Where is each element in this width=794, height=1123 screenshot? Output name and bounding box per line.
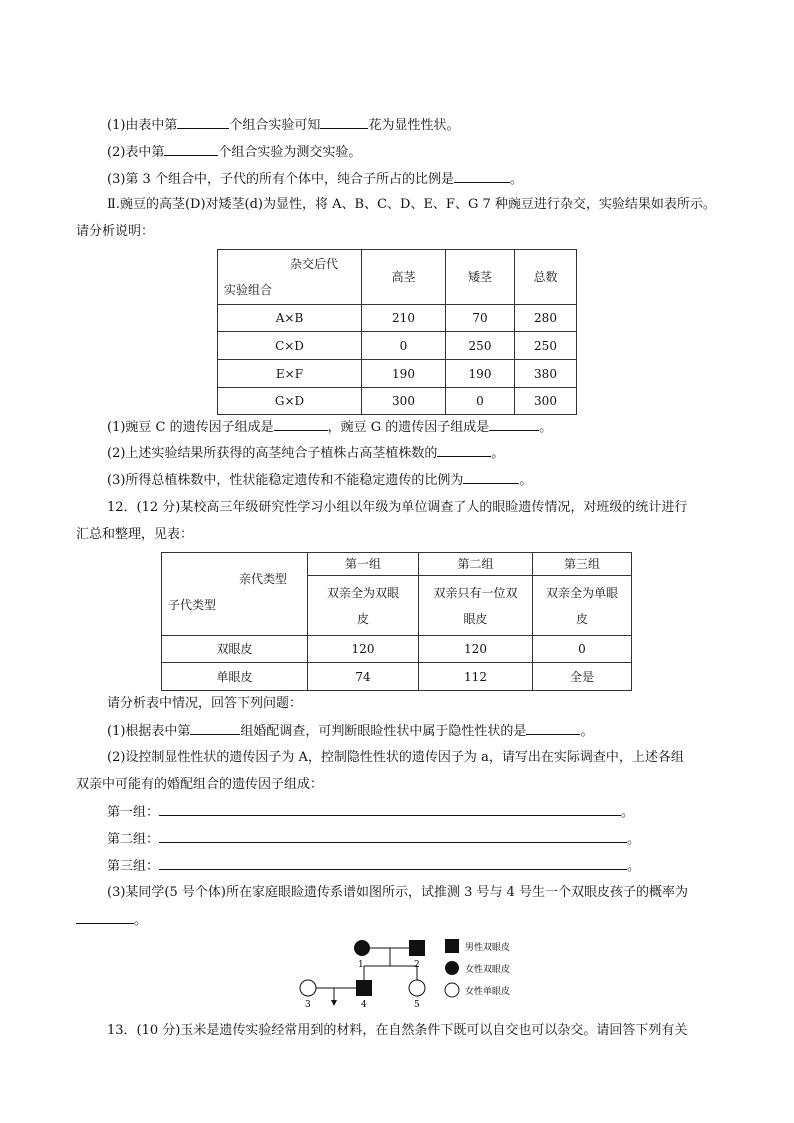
group-header: 第二组 bbox=[419, 553, 533, 576]
table-row: 单眼皮 74 112 全是 bbox=[162, 663, 632, 691]
answer-blank[interactable] bbox=[454, 170, 510, 183]
answer-blank[interactable] bbox=[159, 857, 627, 870]
part2-intro-line1: Ⅱ.豌豆的高茎(D)对矮茎(d)为显性，将 A、B、C、D、E、F、G 7 种豌豆进行杂交，实验结果如表所示。 bbox=[107, 197, 716, 212]
eyelid-survey-table bbox=[161, 552, 632, 691]
table-row: G×D 300 0 300 bbox=[218, 388, 577, 415]
answer-blank[interactable] bbox=[177, 116, 229, 129]
legend-filled-circle-icon bbox=[445, 961, 459, 975]
individual-2-male-double-eyelid bbox=[409, 940, 425, 956]
legend-female-single: 女性单眼皮 bbox=[465, 987, 511, 997]
q12-question-2-line2: 双亲中可能有的婚配组合的遗传因子组成： bbox=[76, 777, 324, 792]
table-row: C×D 0 250 250 bbox=[218, 332, 577, 360]
table-corner-header: 亲代类型 子代类型 bbox=[162, 553, 308, 636]
label-1: 1 bbox=[358, 960, 364, 970]
answer-blank[interactable] bbox=[463, 471, 519, 484]
q12-intro-line2: 汇总和整理，见表： bbox=[76, 527, 194, 542]
group-header: 第一组 bbox=[308, 553, 419, 576]
label-2: 2 bbox=[414, 960, 420, 970]
arrow-head bbox=[331, 1000, 337, 1006]
q12-question-3-line2: 。 bbox=[76, 911, 147, 930]
column-header: 高茎 bbox=[362, 250, 446, 305]
legend-male-double: 男性双眼皮 bbox=[465, 943, 511, 953]
group-header: 第三组 bbox=[533, 553, 632, 576]
part1-question-1: (1)由表中第 个组合实验可知 花为显性性状。 bbox=[107, 118, 460, 133]
q12-question-3-line1: (3)某同学(5 号个体)所在家庭眼睑遗传系谱如图所示，试推测 3 号与 4 号生一个双眼皮孩子的概率为 bbox=[107, 885, 689, 900]
individual-1-female-double-eyelid bbox=[354, 940, 370, 956]
individual-4-male-double-eyelid bbox=[356, 980, 372, 996]
label-4: 4 bbox=[361, 1000, 367, 1010]
parent-type: 双亲只有一位双 眼皮 bbox=[419, 576, 533, 636]
answer-blank[interactable] bbox=[274, 418, 328, 431]
answer-blank[interactable] bbox=[190, 722, 240, 735]
pea-cross-table bbox=[217, 249, 577, 415]
part2-question-2: (2)上述实验结果所获得的高茎纯合子植株占高茎植株数的 。 bbox=[107, 446, 505, 461]
parent-type: 双亲全为双眼 皮 bbox=[308, 576, 419, 636]
column-header: 总数 bbox=[515, 250, 577, 305]
answer-blank[interactable] bbox=[76, 911, 134, 924]
legend-square-icon bbox=[445, 939, 459, 953]
q12-question-1: (1)根据表中第 组婚配调查，可判断眼睑性状中属于隐性性状的是 。 bbox=[107, 724, 594, 739]
individual-3-female-single-eyelid bbox=[300, 980, 316, 996]
part2-question-1: (1)豌豆 C 的遗传因子组成是 ，豌豆 G 的遗传因子组成是 。 bbox=[107, 420, 553, 435]
part2-intro-line2: 请分析说明： bbox=[76, 224, 155, 239]
q13-line1: 13．(10 分)玉米是遗传实验经常用到的材料，在自然条件下既可以自交也可以杂交。请回答下列有关 bbox=[107, 1023, 688, 1038]
part1-question-2: (2)表中第 个组合实验为测交实验。 bbox=[107, 145, 362, 160]
legend-open-circle-icon bbox=[445, 983, 459, 997]
q12-intro-line1: 12．(12 分)某校高三年级研究性学习小组以年级为单位调查了人的眼睑遗传情况，对班级的统计进行 bbox=[107, 500, 688, 515]
part2-question-3: (3)所得总植株数中，性状能稳定遗传和不能稳定遗传的比例为 。 bbox=[107, 473, 533, 488]
answer-blank[interactable] bbox=[526, 722, 580, 735]
part1-question-3: (3)第 3 个组合中，子代的所有个体中，纯合子所占的比例是 。 bbox=[107, 172, 523, 187]
table-row: A×B 210 70 280 bbox=[218, 305, 577, 332]
pedigree-figure bbox=[290, 932, 540, 1010]
answer-blank[interactable] bbox=[159, 830, 627, 843]
answer-blank[interactable] bbox=[437, 444, 491, 457]
table-corner-header: 杂交后代 实验组合 bbox=[218, 250, 362, 305]
q12-analyze-prompt: 请分析表中情况，回答下列问题： bbox=[107, 696, 303, 711]
answer-blank[interactable] bbox=[164, 143, 218, 156]
parent-type: 双亲全为单眼 皮 bbox=[533, 576, 632, 636]
group-2-answer: 第二组： 。 bbox=[107, 832, 641, 847]
table-row: E×F 190 190 380 bbox=[218, 360, 577, 388]
table-row: 双眼皮 120 120 0 bbox=[162, 636, 632, 663]
individual-5-female-single-eyelid bbox=[409, 980, 425, 996]
answer-blank[interactable] bbox=[159, 803, 621, 816]
answer-blank[interactable] bbox=[489, 418, 539, 431]
label-3: 3 bbox=[305, 1000, 311, 1010]
pedigree-chart bbox=[290, 932, 540, 1010]
column-header: 矮茎 bbox=[446, 250, 515, 305]
group-3-answer: 第三组： 。 bbox=[107, 859, 641, 874]
legend-female-double: 女性双眼皮 bbox=[465, 965, 511, 975]
q12-question-2-line1: (2)设控制显性性状的遗传因子为 A，控制隐性性状的遗传因子为 a，请写出在实际调查中，上述各组 bbox=[107, 750, 684, 765]
group-1-answer: 第一组： 。 bbox=[107, 805, 635, 820]
answer-blank[interactable] bbox=[320, 116, 368, 129]
label-5: 5 bbox=[414, 1000, 420, 1010]
